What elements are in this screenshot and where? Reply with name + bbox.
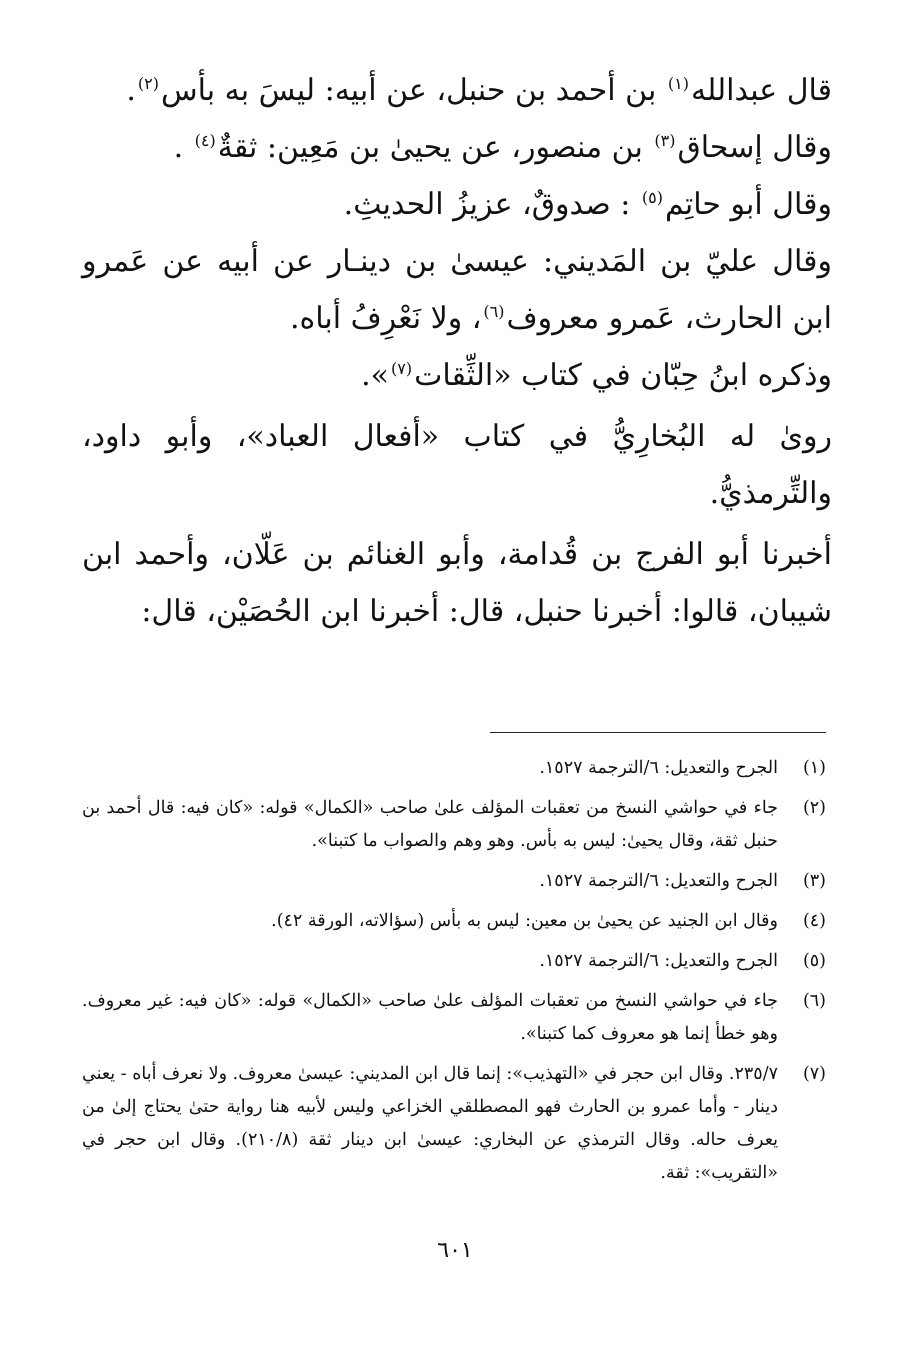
footnote-divider xyxy=(490,732,826,733)
footnote-ref-1: (١) xyxy=(667,74,689,93)
text-run: . xyxy=(173,130,193,165)
footnote-number: (٣) xyxy=(802,871,826,891)
footnote-number: (٥) xyxy=(802,951,826,971)
text-run: بن منصور، عن يحيىٰ بن مَعِين: ثقةٌ xyxy=(217,130,653,165)
text-run: . xyxy=(126,73,136,108)
footnote-text: ٢٣٥/٧. وقال ابن حجر في «التهذيب»: إنما قال ابن المديني: عيسىٰ معروف. ولا نعرف أباه - يعني دينار - وأما عمرو بن الحارث فهو المصطلقي الخزاعي وليس لأبيه هنا رواية حتىٰ يحتاج إلىٰ من يعرف حاله. وقال الترمذي عن البخاري: عيسىٰ ابن دينار ثقة (٢١٠/٨). وقال ابن حجر في «التقريب»: ثقة. xyxy=(82,1064,779,1183)
text-run: وقال عليّ بن المَديني: عيسىٰ بن دينـار عن أبيه عن عَمرو ابن الحارث، عَمرو معروف xyxy=(82,244,832,336)
paragraph-5 xyxy=(82,347,832,404)
footnote-ref-4: (٤) xyxy=(194,131,216,150)
footnote-text: الجرح والتعديل: ٦/الترجمة ١٥٢٧. xyxy=(539,758,778,778)
main-text xyxy=(82,0,832,640)
footnotes xyxy=(82,752,826,1197)
footnote-number: (٤) xyxy=(802,911,826,931)
footnote-6 xyxy=(82,985,826,1051)
footnote-number: (٧) xyxy=(802,1064,826,1084)
text-run: وقال أبو حاتِم xyxy=(664,187,832,222)
footnote-ref-7: (٧) xyxy=(391,359,413,378)
paragraph-7: أخبرنا أبو الفرج بن قُدامة، وأبو الغنائم بن عَلّان، وأحمد ابن شيبان، قالوا: أخبرنا حنبل، قال: أخبرنا ابن الحُصَيْن، قال: xyxy=(82,537,832,629)
footnote-number: (٦) xyxy=(802,991,826,1011)
footnote-text: الجرح والتعديل: ٦/الترجمة ١٥٢٧. xyxy=(539,871,778,891)
footnote-text: جاء في حواشي النسخ من تعقبات المؤلف علىٰ صاحب «الكمال» قوله: «كان فيه: قال أحمد بن حنبل ثقة، وقال يحيىٰ: ليس به بأس. وهو وهم والصواب ما كتبنا». xyxy=(82,798,778,851)
footnote-4 xyxy=(82,905,826,938)
footnote-text: الجرح والتعديل: ٦/الترجمة ١٥٢٧. xyxy=(539,951,778,971)
footnote-number: (٢) xyxy=(802,798,826,818)
footnote-text: وقال ابن الجنيد عن يحيىٰ بن معين: ليس به بأس (سؤالاته، الورقة ٤٢). xyxy=(271,911,778,931)
text-run: وقال إسحاق xyxy=(677,130,832,165)
footnote-text: جاء في حواشي النسخ من تعقبات المؤلف علىٰ صاحب «الكمال» قوله: «كان فيه: غير معروف. وهو خطأ إنما هو معروف كما كتبنا». xyxy=(82,991,778,1044)
text-run: بن أحمد بن حنبل، عن أبيه: ليسَ به بأس xyxy=(161,73,666,108)
footnote-7 xyxy=(82,1058,826,1190)
text-run: ، ولا نَعْرِفُ أباه. xyxy=(289,301,482,336)
paragraph-4 xyxy=(82,233,832,347)
footnote-3 xyxy=(82,865,826,898)
footnote-ref-5: (٥) xyxy=(641,188,663,207)
text-run: ». xyxy=(361,358,390,393)
footnote-1 xyxy=(82,752,826,785)
text-run: قال عبدالله xyxy=(690,73,832,108)
paragraph-1 xyxy=(82,62,832,119)
paragraph-3 xyxy=(82,176,832,233)
footnote-number: (١) xyxy=(802,758,826,778)
footnote-2 xyxy=(82,792,826,858)
paragraph-2 xyxy=(82,119,832,176)
page-number: ٦٠١ xyxy=(437,1238,473,1263)
footnote-ref-6: (٦) xyxy=(483,302,505,321)
text-run: : صدوقٌ، عزيزُ الحديثِ. xyxy=(343,187,640,222)
footnote-5 xyxy=(82,945,826,978)
paragraph-6: رویٰ له البُخارِيُّ في كتاب «أفعال العباد»، وأبو داود، والتِّرمذيُّ. xyxy=(82,419,832,511)
text-run: وذكره ابنُ حِبّان في كتاب «الثِّقات xyxy=(414,358,832,393)
footnote-ref-3: (٣) xyxy=(654,131,676,150)
footnote-ref-2: (٢) xyxy=(137,74,160,93)
